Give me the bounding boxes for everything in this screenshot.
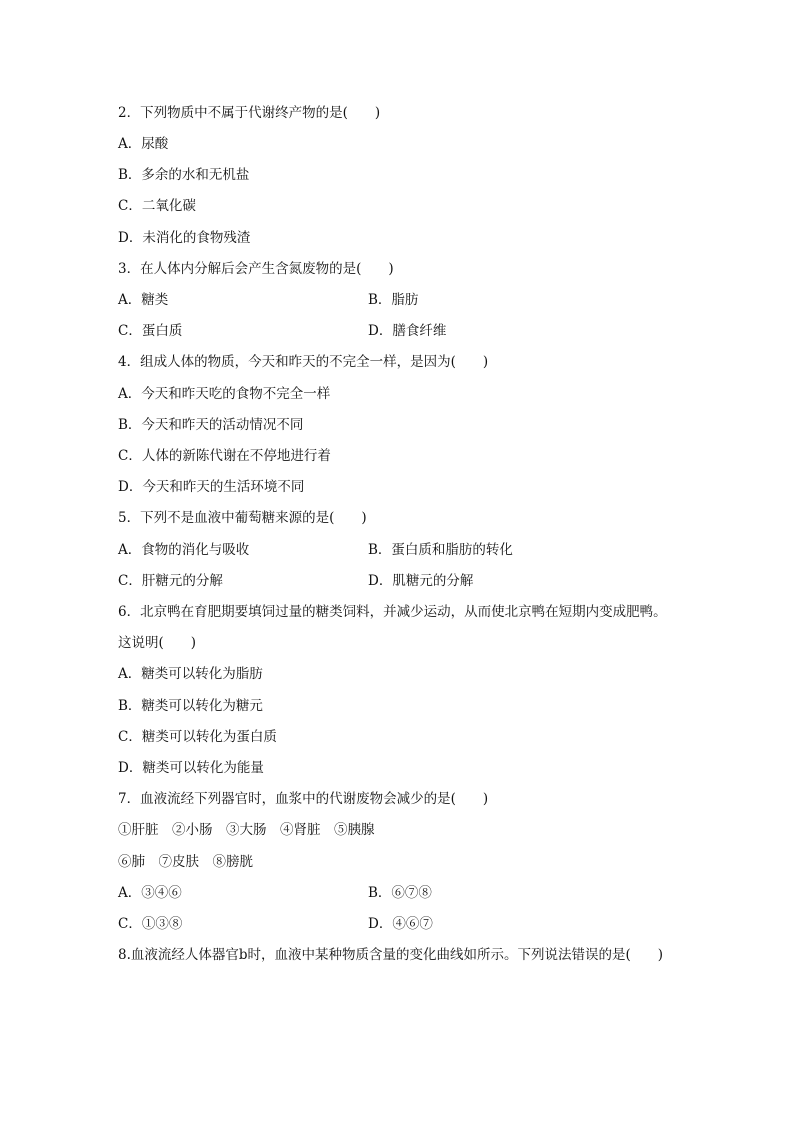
question-7-items-line-2: ⑥肺 ⑦皮肤 ⑧膀胱: [118, 854, 253, 870]
question-7-option-d: D．④⑥⑦: [368, 916, 433, 932]
question-2-stem: 2．下列物质中不属于代谢终产物的是( ): [118, 105, 381, 121]
question-4-option-c: C．人体的新陈代谢在不停地进行着: [118, 448, 331, 464]
question-2-option-b: B．多余的水和无机盐: [118, 167, 250, 183]
question-7-items-line-1: ①肝脏 ②小肠 ③大肠 ④肾脏 ⑤胰腺: [118, 822, 375, 838]
question-5-option-c: C．肝糖元的分解: [118, 573, 223, 589]
question-4-option-b: B．今天和昨天的活动情况不同: [118, 417, 304, 433]
question-7-option-b: B．⑥⑦⑧: [368, 885, 432, 901]
question-6-option-a: A．糖类可以转化为脂肪: [118, 666, 263, 682]
question-3-option-b: B．脂肪: [368, 292, 419, 308]
question-2-option-c: C．二氧化碳: [118, 198, 196, 214]
question-5-stem: 5．下列不是血液中葡萄糖来源的是( ): [118, 510, 367, 526]
question-6-option-b: B．糖类可以转化为糖元: [118, 698, 263, 714]
question-6-option-c: C．糖类可以转化为蛋白质: [118, 729, 277, 745]
question-4-stem: 4．组成人体的物质，今天和昨天的不完全一样，是因为( ): [118, 354, 489, 370]
question-6-stem-continued: 这说明( ): [118, 635, 197, 651]
question-5-option-d: D．肌糖元的分解: [368, 573, 474, 589]
question-3-option-d: D．膳食纤维: [368, 323, 447, 339]
question-2-option-d: D．未消化的食物残渣: [118, 230, 251, 246]
question-7-stem: 7．血液流经下列器官时，血浆中的代谢废物会减少的是( ): [118, 791, 489, 807]
question-5-option-a: A．食物的消化与吸收: [118, 542, 250, 558]
question-8-stem: 8.血液流经人体器官b时，血液中某种物质含量的变化曲线如所示。下列说法错误的是( ): [118, 947, 664, 963]
question-4-option-d: D．今天和昨天的生活环境不同: [118, 479, 305, 495]
question-3-option-c: C．蛋白质: [118, 323, 183, 339]
question-6-stem: 6．北京鸭在育肥期要填饲过量的糖类饲料，并减少运动，从而使北京鸭在短期内变成肥鸭。: [118, 604, 667, 620]
question-3-stem: 3．在人体内分解后会产生含氮废物的是( ): [118, 261, 394, 277]
question-7-option-c: C．①③⑧: [118, 916, 183, 932]
question-4-option-a: A．今天和昨天吃的食物不完全一样: [118, 386, 331, 402]
question-7-option-a: A．③④⑥: [118, 885, 182, 901]
question-2-option-a: A．尿酸: [118, 136, 169, 152]
question-6-option-d: D．糖类可以转化为能量: [118, 760, 264, 776]
question-5-option-b: B．蛋白质和脂肪的转化: [368, 542, 513, 558]
question-3-option-a: A．糖类: [118, 292, 169, 308]
